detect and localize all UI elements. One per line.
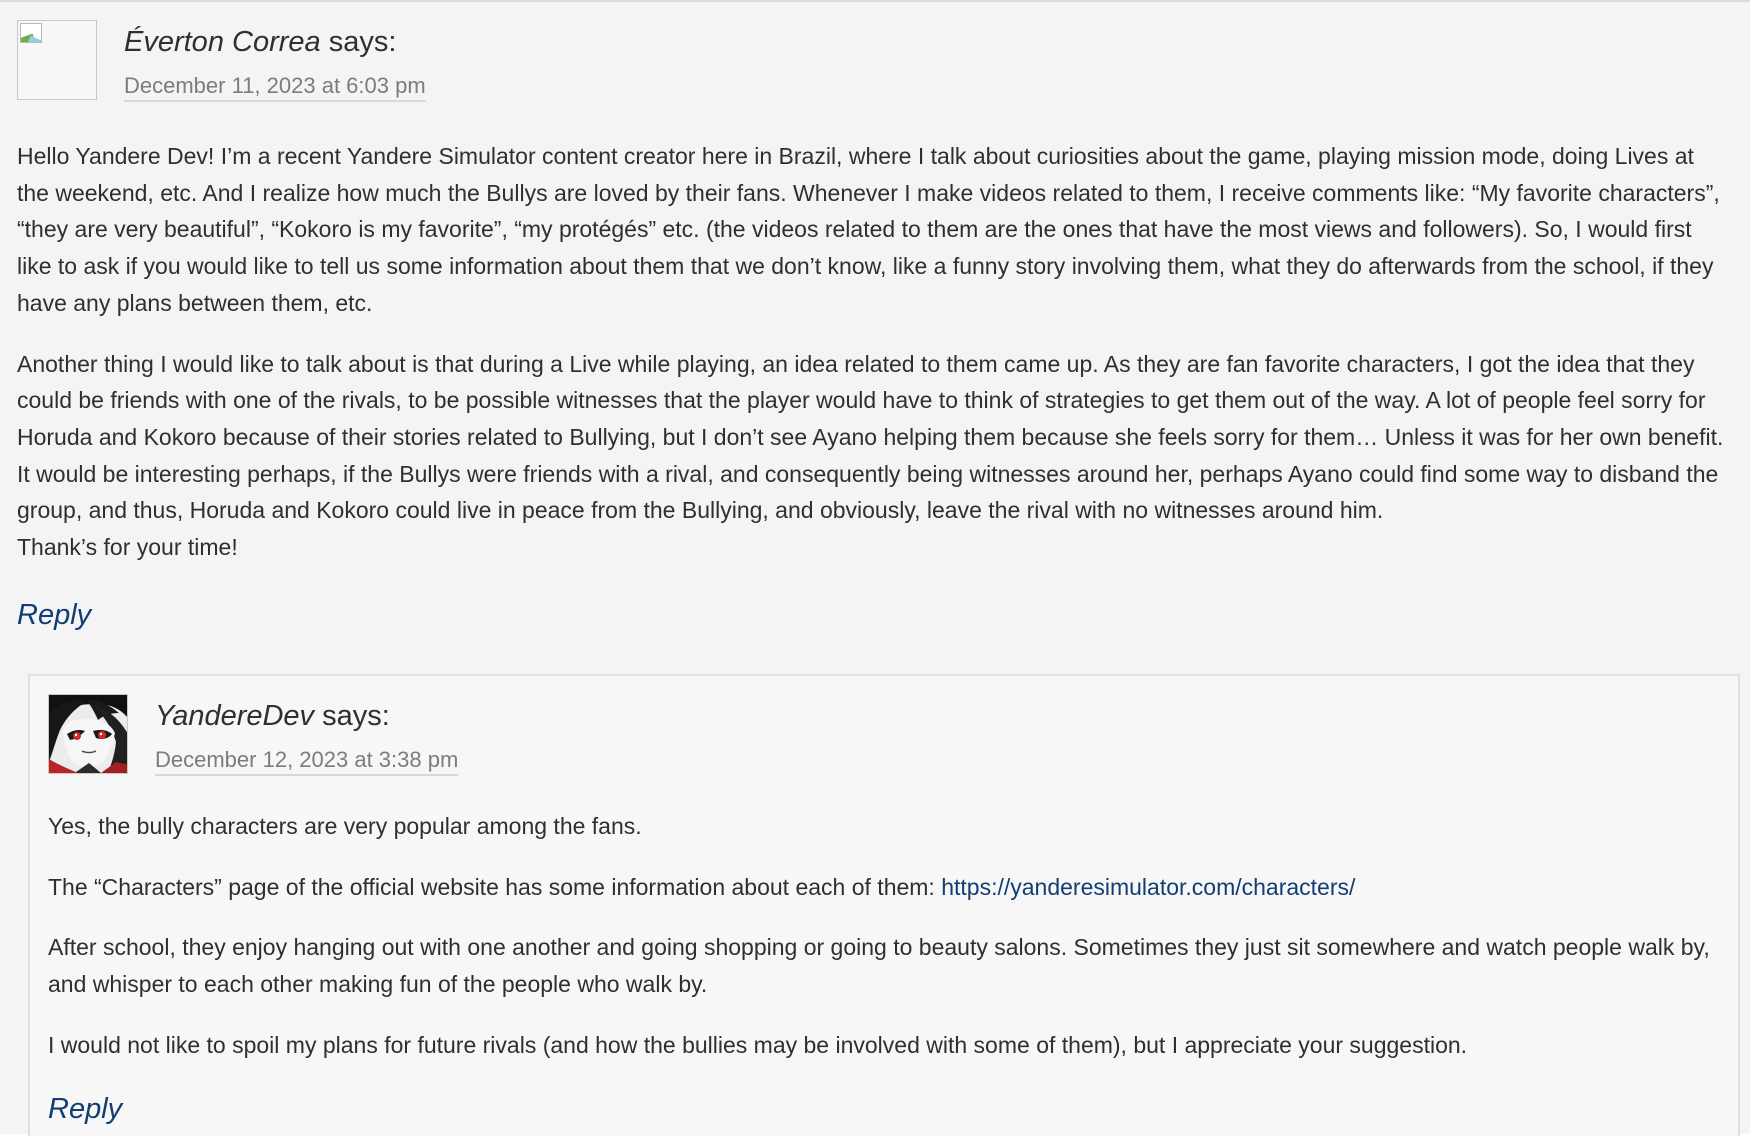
reply-content — [48, 694, 1722, 1126]
comment-date-link[interactable]: December 11, 2023 at 6:03 pm — [124, 72, 426, 102]
comment-paragraph: Hello Yandere Dev! I’m a recent Yandere Simulator content creator here in Brazil, where I talk about curiosities about the game, playing mission mode, doing Lives at the weekend, etc. And I realize how much the Bullys are loved by their fans. Whenever I make videos related to them, I receive comments like: “My favorite characters”, “they are very beautiful”, “Kokoro is my favorite”, “my protégés” etc. (the videos related to them are the ones that have the most views and followers). So, I would first like to ask if you would like to tell us some information about them that we don’t know, like a funny story involving them, what they do afterwards from the school, if they have any plans between them, etc. — [17, 143, 1720, 316]
avatar — [17, 20, 97, 100]
comment-meta — [48, 694, 1722, 776]
says-label: says: — [322, 700, 390, 732]
comment-sign-off: Thank’s for your time! — [17, 534, 238, 561]
broken-image-icon — [20, 23, 42, 43]
comment-paragraph: After school, they enjoy hanging out with one another and going shopping or going to beauty salons. Sometimes they just sit somewhere and watch people walk by, and whisper to each other making fun of the people who walk by. — [48, 934, 1710, 998]
comment-paragraph-text: The “Characters” page of the official website has some information about each of them: — [48, 873, 935, 900]
reply-link[interactable]: Reply — [48, 1092, 123, 1125]
author-line — [155, 699, 390, 733]
comment-author-name: YandereDev — [155, 700, 315, 732]
comment-date-link[interactable]: December 12, 2023 at 3:38 pm — [155, 746, 458, 776]
characters-page-link[interactable]: https://yanderesimulator.com/characters/ — [941, 873, 1356, 900]
avatar — [48, 694, 128, 774]
comment-everton — [17, 20, 1727, 632]
comment-paragraph: I would not like to spoil my plans for future rivals (and how the bullies may be involved with some of them), but I appreciate your suggestion. — [48, 1031, 1468, 1058]
comment-paragraph — [17, 346, 1727, 566]
says-label: says: — [328, 26, 397, 58]
comment-yanderedev — [28, 674, 1740, 1136]
comment-paragraph-text: Another thing I would like to talk about is that during a Live while playing, an idea related to them came up. As they are fan favorite characters, I got the idea that they could be friends with one of the rivals, to be possible witnesses that the player would have to think of strategies to get them out of the way. A lot of people feel sorry for Horuda and Kokoro because of their stories related to Bullying, but I don’t see Ayano helping them because she feels sorry for them… Unless it was for her own benefit. It would be interesting perhaps, if the Bullys were friends with a rival, and consequently being witnesses around her, perhaps Ayano could find some way to disband the group, and thus, Horuda and Kokoro could live in peace from the Bullying, and obviously, leave the rival with no witnesses around him. — [17, 350, 1724, 524]
comment-author-name: Éverton Correa — [124, 26, 321, 58]
reply-link[interactable]: Reply — [17, 598, 92, 631]
comment-meta — [17, 20, 1727, 102]
author-line — [124, 25, 396, 59]
comment-paragraph — [48, 869, 1722, 906]
comment-paragraph: Yes, the bully characters are very popular among the fans. — [48, 813, 642, 839]
